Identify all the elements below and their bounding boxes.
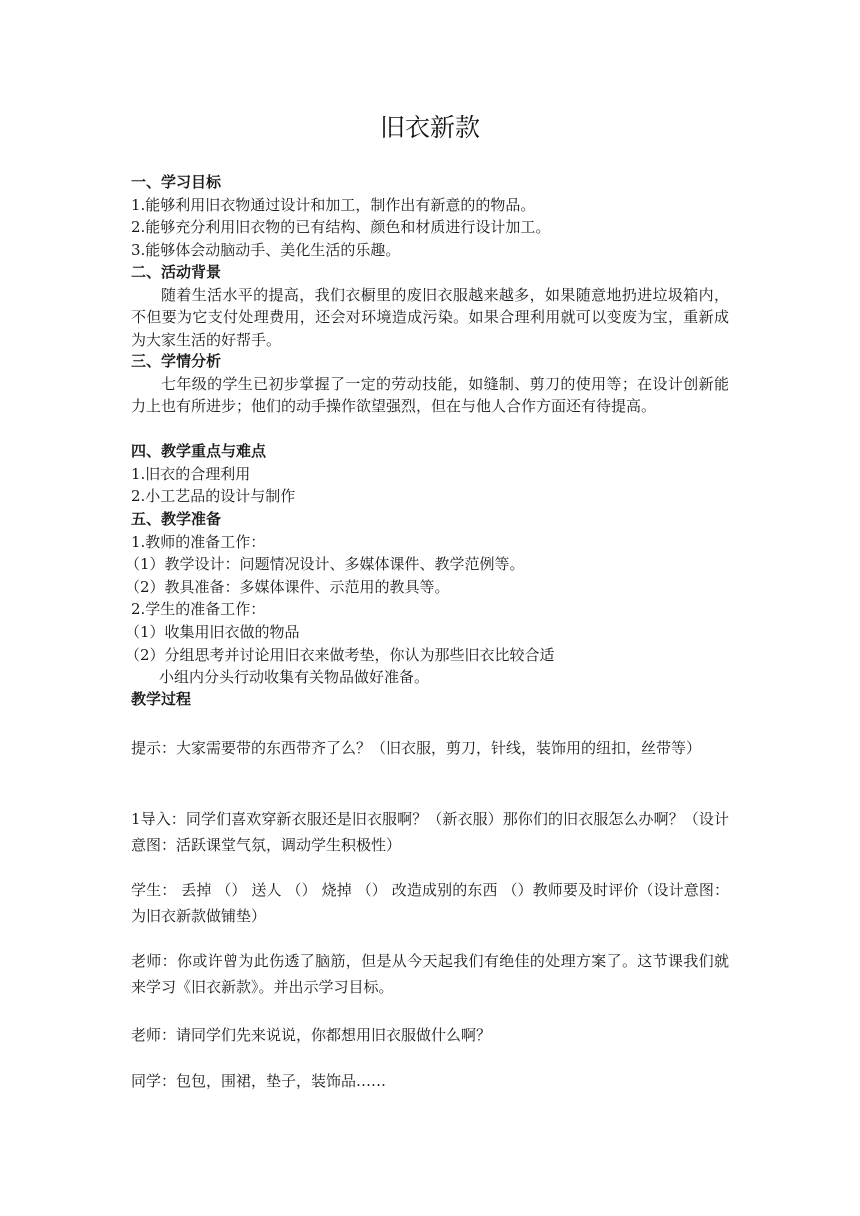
section-heading: 四、教学重点与难点 (131, 442, 267, 460)
section-background (131, 261, 729, 351)
list-item: 小组内分头行动收集有关物品做好准备。 (159, 668, 430, 687)
page-title: 旧衣新款 (379, 113, 480, 142)
section-analysis (131, 350, 729, 418)
process-paragraph: 同学：包包，围裙，垫子，装饰品…… (131, 1072, 387, 1090)
section-process (131, 688, 729, 711)
list-item: 3.能够体会动脑动手、美化生活的乐趣。 (131, 240, 401, 259)
section-preparation (125, 508, 729, 689)
list-item: （1）收集用旧衣做的物品 (125, 622, 300, 641)
section-learning-goals (131, 171, 729, 261)
list-item: （2）教具准备：多媒体课件、示范用的教具等。 (125, 577, 450, 596)
list-item: 1.旧衣的合理利用 (131, 464, 251, 483)
section-heading: 教学过程 (131, 690, 192, 708)
section-heading: 五、教学准备 (131, 510, 222, 528)
paragraph: 七年级的学生已初步掌握了一定的劳动技能，如缝制、剪刀的使用等；在设计创新能力上也有所进步；他们的动手操作欲望强烈，但在与他人合作方面还有待提高。 (131, 374, 729, 416)
process-paragraph: 学生： 丢掉 （） 送人 （） 烧掉 （） 改造成别的东西 （）教师要及时评价（设计意图：为旧衣新款做铺垫） (131, 881, 729, 925)
list-item: 2.能够充分利用旧衣物的已有结构、颜色和材质进行设计加工。 (131, 218, 551, 237)
list-item: 2.学生的准备工作： (131, 600, 266, 619)
section-heading: 一、学习目标 (131, 173, 222, 191)
process-paragraph: 老师：你或许曾为此伤透了脑筋，但是从今天起我们有绝佳的处理方案了。这节课我们就来学习《旧衣新款》。并出示学习目标。 (131, 952, 729, 996)
list-item: 2.小工艺品的设计与制作 (131, 487, 296, 506)
list-item: （1）教学设计：问题情况设计、多媒体课件、教学范例等。 (125, 555, 525, 574)
section-key-points (131, 440, 729, 508)
paragraph: 随着生活水平的提高，我们衣橱里的废旧衣服越来越多，如果随意地扔进垃圾箱内，不但要为它支付处理费用，还会对环境造成污染。如果合理利用就可以变废为宝，重新成为大家生活的好帮手。 (131, 285, 729, 349)
process-paragraph: 老师：请同学们先来说说，你都想用旧衣服做什么啊？ (131, 1026, 492, 1044)
list-item: 1.教师的准备工作： (131, 532, 266, 551)
process-paragraph: 提示：大家需要带的东西带齐了么？（旧衣服，剪刀，针线，装饰用的纽扣，丝带等） (131, 739, 702, 757)
list-item: （2）分组思考并讨论用旧衣来做考垫，你认为那些旧衣比较合适 (125, 645, 555, 664)
list-item: 1.能够利用旧衣物通过设计和加工，制作出有新意的的物品。 (131, 195, 536, 214)
section-heading: 三、学情分析 (131, 352, 222, 370)
process-paragraph: 1导入：同学们喜欢穿新衣服还是旧衣服啊？（新衣服）那你们的旧衣服怎么办啊？（设计意图：活跃课堂气氛，调动学生积极性） (131, 810, 729, 854)
section-heading: 二、活动背景 (131, 263, 222, 281)
